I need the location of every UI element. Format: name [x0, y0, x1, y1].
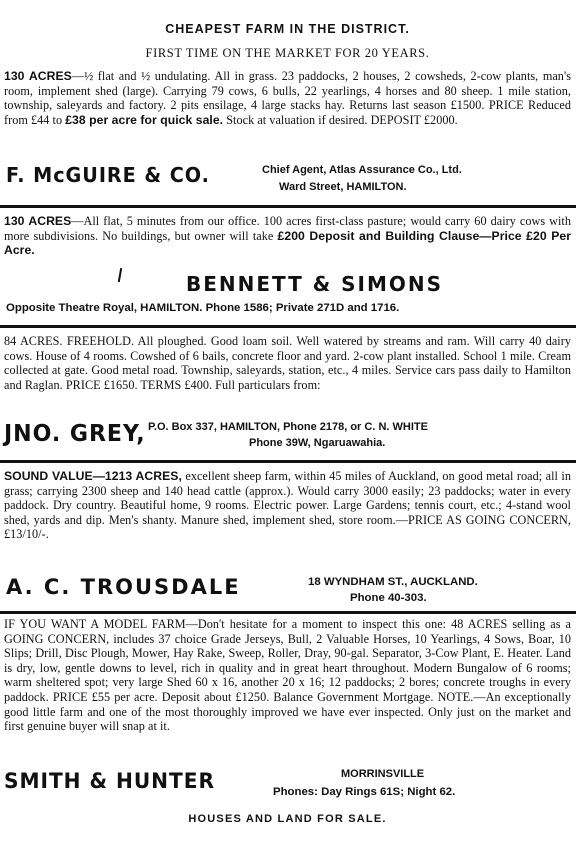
listing-5-agent: SMITH & HUNTER	[4, 769, 215, 793]
listing-1-agent: F. McGUIRE & CO.	[6, 163, 210, 187]
listing-1-lead: 130 ACRES	[4, 69, 72, 83]
listing-2-agent: BENNETT & SIMONS	[186, 272, 444, 296]
listing-4-contact-line2: Phone 40-303.	[350, 592, 427, 604]
listing-1-price: £38 per acre for quick sale.	[65, 112, 224, 127]
listing-3-contact-line2: Phone 39W, Ngaruawahia.	[249, 437, 386, 449]
divider	[0, 460, 576, 463]
divider	[0, 611, 576, 614]
listing-4-agent: A. C. TROUSDALE	[6, 575, 241, 599]
listing-1-tail: Stock at valuation if desired. DEPOSIT £2000.	[223, 112, 458, 127]
listing-2-lead: 130 ACRES	[4, 214, 72, 228]
listing-4-text: excellent sheep farm, within 45 miles of Auckland, on good metal road; all in grass; carrying 2300 sheep and 140 head cattle (approx.). Would carry 3000 easily; 23 paddocks; water in every paddock. Dry country. Beautiful home, 9 rooms. Electric power. Large Gardens; tennis court, etc.; 4-stand wool shed, yards and dip. Men's shanty. Manure shed, implement shed, store room.—PRICE AS GOING CONCERN, £13/10/-.	[4, 469, 572, 542]
listing-3-contact-line1: P.O. Box 337, HAMILTON, Phone 2178, or C. N. WHITE	[148, 421, 428, 433]
listing-5-contact-line2: Phones: Day Rings 61S; Night 62.	[273, 786, 456, 798]
listing-1-description	[4, 69, 571, 127]
footer-caption: HOUSES AND LAND FOR SALE.	[188, 813, 387, 825]
listing-2-price: £200 Deposit and Building Clause—Price £20 Per Acre.	[4, 228, 571, 258]
page-subtitle: FIRST TIME ON THE MARKET FOR 20 YEARS.	[145, 46, 430, 60]
listing-3-description: 84 ACRES. FREEHOLD. All ploughed. Good loam soil. Well watered by streams and ram. Will carry 40 dairy cows. House of 4 rooms. Cowshed of 6 bails, concrete floor and yard. 2-cow plant installed. School 1 mile. Cream collected at gate. Good metal road. Township, saleyards, station, etc., 4 miles. Service cars pass daily to Hamilton and Raglan. PRICE £1650. TERMS £400. Full particulars from:	[4, 334, 571, 392]
divider	[0, 325, 576, 328]
listing-1-contact-line1: Chief Agent, Atlas Assurance Co., Ltd.	[262, 164, 462, 176]
divider	[0, 205, 576, 208]
listing-1-text: —½ flat and ½ undulating. All in grass. 23 paddocks, 2 houses, 2 cowsheds, 2-cow plants, man's room, implement shed (large). Carrying 79 cows, 6 bulls, 22 yearlings, 4 horses and 80 sheep. 1 mile station, township, saleyards and factory. 2 pits ensilage, 4 large stacks hay. Returns last season £1500. PRICE Reduced from £44 to	[4, 69, 571, 127]
pen-mark	[118, 268, 122, 282]
listing-4-description	[4, 469, 571, 542]
listing-2-contact-line1: Opposite Theatre Royal, HAMILTON. Phone 1586; Private 271D and 1716.	[6, 302, 400, 314]
listing-3-agent: JNO. GREY,	[4, 421, 146, 447]
listing-1-contact-line2: Ward Street, HAMILTON.	[279, 181, 407, 193]
listing-5-contact-line1: MORRINSVILLE	[341, 768, 425, 780]
listing-5-description: IF YOU WANT A MODEL FARM—Don't hesitate for a moment to inspect this one: 48 ACRES selling as a GOING CONCERN, includes 37 choice Grade Jerseys, Bull, 2 Valuable Horses, 10 Yearlings, 4 Sows, Boar, 10 Slips; Drill, Disc Plough, Mower, Hay Rake, Sweep, Roller, Dray, 90-gal. Separator, 3-Cow Plant, E. Heater. Land is dry, low, gentle downs to level, rich in quality and in great heart throughout. Modern Bungalow of 6 rooms; warm sheltered spot; very large Shed 60 x 16, another 20 x 16; 12 paddocks; 2 bores; concrete troughs in every paddock. PRICE £55 per acre. Deposit about £1250. Balance Government Mortgage. NOTE.—An exceptionally good little farm and one of the most thoroughly improved we have ever inspected. Only just on the market and first genuine buyer will snap at it.	[4, 617, 571, 734]
page-title: CHEAPEST FARM IN THE DISTRICT.	[165, 22, 410, 36]
listing-2-description	[4, 214, 571, 258]
listing-2-text: —All flat, 5 minutes from our office. 100 acres first-class pasture; would carry 60 dairy cows with more subdivisions. No buildings, but owner will take	[4, 214, 571, 243]
listing-4-contact-line1: 18 WYNDHAM ST., AUCKLAND.	[308, 576, 478, 588]
listing-4-lead: SOUND VALUE—1213 ACRES,	[4, 469, 182, 483]
